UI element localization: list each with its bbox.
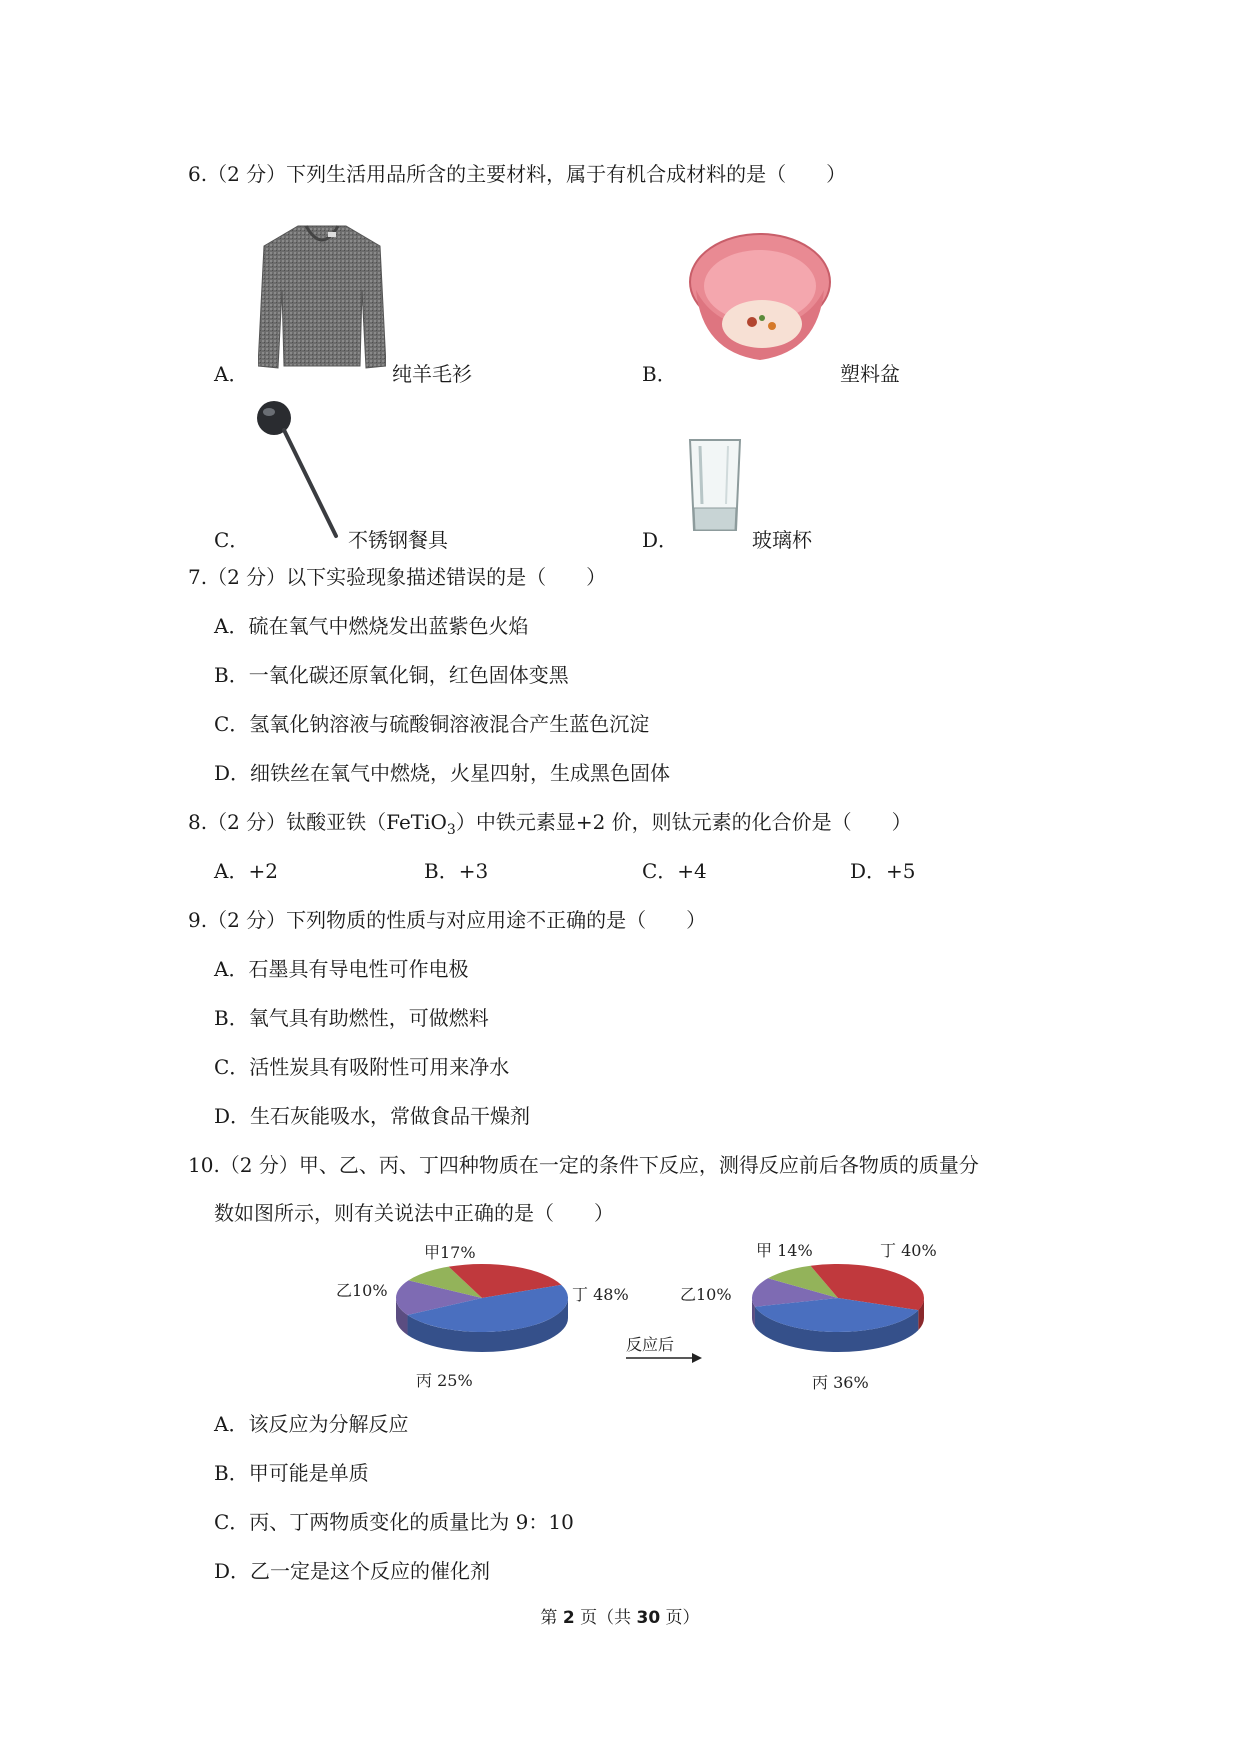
q7-option-a: A．硫在氧气中燃烧发出蓝紫色火焰 bbox=[214, 614, 529, 638]
footer-text-mid: 页（共 bbox=[574, 1608, 637, 1628]
pie2-label-bing: 丙 36% bbox=[812, 1373, 869, 1392]
q6-stem: 6.（2 分）下列生活用品所含的主要材料，属于有机合成材料的是（ ） bbox=[188, 162, 847, 186]
footer-page-number: 2 bbox=[562, 1608, 575, 1628]
q6-option-c-label: C． bbox=[214, 528, 250, 552]
q7-option-b: B．一氧化碳还原氧化铜，红色固体变黑 bbox=[214, 663, 569, 687]
q9-option-a: A．石墨具有导电性可作电极 bbox=[214, 957, 469, 981]
q9-option-d: D．生石灰能吸水，常做食品干燥剂 bbox=[214, 1104, 531, 1128]
q8-stem-text: 8.（2 分）钛酸亚铁（FeTiO bbox=[188, 810, 447, 834]
arrow-label: 反应后 bbox=[626, 1335, 675, 1354]
q8-stem-text-2: ）中铁元素显+2 价，则钛元素的化合价是（ ） bbox=[455, 810, 912, 834]
q6-option-a-label: A． bbox=[214, 362, 249, 386]
ladle-icon bbox=[254, 398, 344, 540]
q7-stem: 7.（2 分）以下实验现象描述错误的是（ ） bbox=[188, 565, 607, 589]
q10-option-d: D．乙一定是这个反应的催化剂 bbox=[214, 1559, 491, 1583]
reaction-arrow-head bbox=[692, 1353, 702, 1363]
q10-option-b: B．甲可能是单质 bbox=[214, 1461, 369, 1485]
q8-option-b: B．+3 bbox=[424, 859, 489, 883]
q6-option-b-caption: 塑料盆 bbox=[840, 362, 900, 386]
q6-option-d-caption: 玻璃杯 bbox=[752, 528, 812, 552]
q8-option-d: D．+5 bbox=[850, 859, 916, 883]
q9-stem: 9.（2 分）下列物质的性质与对应用途不正确的是（ ） bbox=[188, 908, 707, 932]
footer-text-pre: 第 bbox=[540, 1608, 563, 1628]
q8-option-a: A．+2 bbox=[214, 859, 278, 883]
pie2-label-ding: 丁 40% bbox=[880, 1241, 937, 1260]
pie1-label-yi: 乙10% bbox=[336, 1281, 388, 1300]
q10-stem-line1: 10.（2 分）甲、乙、丙、丁四种物质在一定的条件下反应，测得反应前后各物质的质量分 bbox=[188, 1153, 979, 1177]
sweater-icon bbox=[258, 220, 386, 372]
q10-option-c: C．丙、丁两物质变化的质量比为 9：10 bbox=[214, 1510, 574, 1534]
pie2-label-jia: 甲 14% bbox=[756, 1241, 813, 1260]
q8-stem-subscript: 3 bbox=[446, 822, 456, 838]
footer-total-pages: 30 bbox=[636, 1608, 661, 1628]
q10-stem-line2: 数如图所示，则有关说法中正确的是（ ） bbox=[214, 1201, 614, 1225]
glass-cup-icon bbox=[688, 438, 742, 536]
page-footer bbox=[0, 1606, 1240, 1630]
q8-stem bbox=[188, 808, 912, 844]
q6-option-d-label: D． bbox=[642, 528, 679, 552]
pie-chart-after bbox=[752, 1264, 924, 1352]
pie1-label-ding: 丁 48% bbox=[572, 1285, 629, 1304]
pie-chart-before bbox=[396, 1264, 568, 1352]
reaction-pie-charts bbox=[320, 1236, 940, 1396]
pie1-label-bing: 丙 25% bbox=[416, 1371, 473, 1390]
q7-option-d: D．细铁丝在氧气中燃烧，火星四射，生成黑色固体 bbox=[214, 761, 671, 785]
q6-option-c-caption: 不锈钢餐具 bbox=[348, 528, 448, 552]
q6-option-b-label: B． bbox=[642, 362, 677, 386]
q6-option-a-caption: 纯羊毛衫 bbox=[392, 362, 472, 386]
q9-option-c: C．活性炭具有吸附性可用来净水 bbox=[214, 1055, 510, 1079]
q7-option-c: C．氢氧化钠溶液与硫酸铜溶液混合产生蓝色沉淀 bbox=[214, 712, 650, 736]
plastic-basin-icon bbox=[688, 230, 832, 364]
pie2-label-yi: 乙10% bbox=[680, 1285, 732, 1304]
pie1-label-jia: 甲17% bbox=[424, 1243, 476, 1262]
footer-text-post: 页） bbox=[660, 1608, 700, 1628]
q8-option-c: C．+4 bbox=[642, 859, 707, 883]
q10-option-a: A．该反应为分解反应 bbox=[214, 1412, 409, 1436]
q9-option-b: B．氧气具有助燃性，可做燃料 bbox=[214, 1006, 489, 1030]
